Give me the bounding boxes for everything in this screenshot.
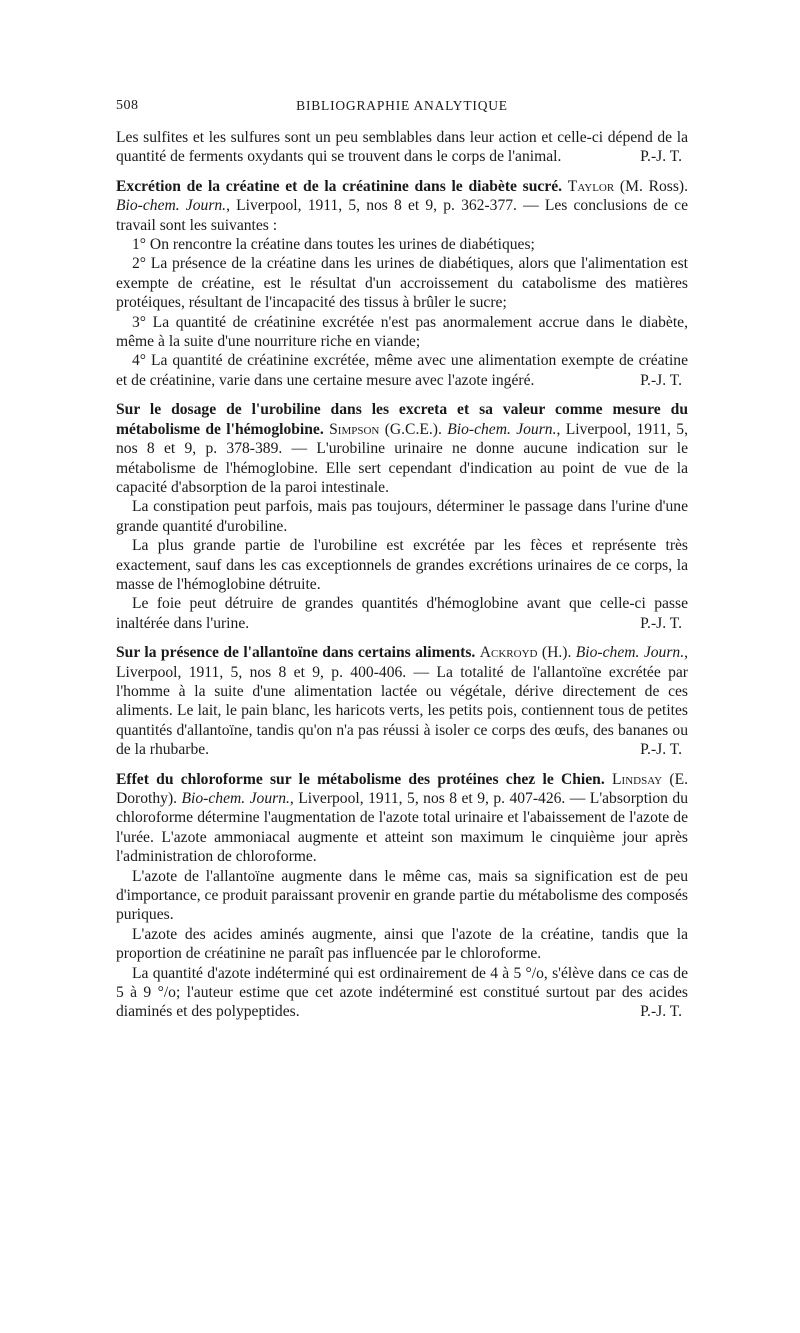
- article-author: Simpson: [329, 420, 380, 438]
- paragraph: 2° La présence de la créatine dans les urines de diabétiques, alors que l'alimentation est exempte de créatine, est le résultat d'un accroissement du catabolisme des matières protéiques, résultant de l'incapacité des tissus à brûler le sucre;: [116, 255, 688, 312]
- page-number: 508: [116, 98, 139, 113]
- article-author-rest: (E. Dorothy).: [116, 770, 688, 807]
- intro-text: Les sulfites et les sulfures sont un peu semblables dans leur action et celle-ci dépend de la quantité de ferments oxydants qui se trouvent dans le corps de l'animal. P.-J. T.: [116, 129, 688, 166]
- article-title: Excrétion de la créatine et de la créatinine dans le diabète sucré.: [116, 177, 563, 195]
- paragraph-last: 4° La quantité de créatinine excrétée, même avec une alimentation exempte de créatine et de créatinine, varie dans une certaine mesure avec l'azote ingéré. P.-J. T.: [116, 352, 688, 389]
- article-author: Taylor: [567, 177, 615, 195]
- article-lead: [116, 770, 688, 867]
- paragraph-last: La quantité d'azote indéterminé qui est ordinairement de 4 à 5 °/o, s'élève dans ce cas de 5 à 9 °/o; l'auteur estime que cet azote indéterminé est constitué surtout par des acides diaminés et des polypeptides. P.-J. T.: [116, 964, 688, 1021]
- article-author: Lindsay: [612, 770, 663, 788]
- signature: P.-J. T.: [640, 148, 682, 166]
- article-citation: , Liverpool, 1911, 5, nos 8 et 9, p. 362-377. — Les conclusions de ce travail sont les suivantes :: [116, 197, 689, 234]
- paragraph-last: Le foie peut détruire de grandes quantités d'hémoglobine avant que celle-ci passe inaltérée dans l'urine. P.-J. T.: [116, 595, 688, 632]
- paragraph: 1° On rencontre la créatine dans toutes les urines de diabétiques;: [132, 236, 535, 254]
- signature: P.-J. T.: [640, 741, 682, 759]
- article-chloroforme: [116, 770, 688, 1022]
- article-body: [116, 128, 688, 1022]
- paragraph: La plus grande partie de l'urobiline est excrétée par les fèces et représente très exactement, sauf dans les cas exceptionnels de grandes excrétions urinaires de ce corps, la masse de l'hémoglobine détruite.: [116, 537, 688, 593]
- article-urobiline: [116, 400, 688, 633]
- article-lead: [116, 643, 688, 759]
- article-journal: Bio-chem. Journ.: [116, 197, 227, 215]
- signature: P.-J. T.: [640, 1003, 682, 1021]
- article-creatine-diabete: [116, 177, 688, 390]
- article-title: Effet du chloroforme sur le métabolisme des protéines chez le Chien.: [116, 770, 605, 788]
- signature: P.-J. T.: [640, 371, 682, 389]
- article-author-rest: (G.C.E.).: [384, 420, 442, 438]
- article-author-rest: (M. Ross).: [619, 177, 689, 195]
- article-allantoine: [116, 643, 688, 759]
- signature: P.-J. T.: [640, 614, 682, 632]
- article-author-rest: (H.).: [541, 644, 572, 662]
- page-header: [116, 96, 688, 118]
- article-citation: , Liverpool, 1911, 5, nos 8 et 9, p. 378-389. — L'urobiline urinaire ne donne aucune indication sur le métabolisme de l'hémoglobine. Elle sert cependant d'indication au point de vue de la capacité d'absorption de la paroi intestinale.: [116, 420, 688, 496]
- article-citation: , Liverpool, 1911, 5, nos 8 et 9, p. 407-426. — L'absorption du chloroforme détermine l'augmentation de l'azote total urinaire et l'abaissement de l'azote de l'urée. L'azote ammoniacal augmente et atteint son maximum le cinquième jour après l'administration de chloroforme.: [116, 790, 689, 866]
- article-citation: , Liverpool, 1911, 5, nos 8 et 9, p. 400-406. — La totalité de l'allantoïne excrétée par l'homme à la suite d'une alimentation lactée ou végétale, dérive directement de ces aliments. Le lait, le pain blanc, les haricots verts, les petits pois, contiennent tous de petites quantités d'allantoïne, tandis qu'on n'a pas réussi à isoler ce corps des œufs, des bananes ou de la rhubarbe.: [116, 644, 689, 759]
- paragraph: L'azote de l'allantoïne augmente dans le même cas, mais sa signification est de peu d'importance, ce produit paraissant provenir en grande partie du métabolisme des composés puriques.: [116, 867, 688, 924]
- article-lead: [116, 400, 688, 497]
- intro-block: [116, 128, 688, 167]
- article-journal: Bio-chem. Journ.: [447, 420, 557, 438]
- paragraph: L'azote des acides aminés augmente, ainsi que l'azote de la créatine, tandis que la proportion de créatinine ne paraît pas influencée par le chloroforme.: [116, 925, 688, 963]
- paragraph: 3° La quantité de créatinine excrétée n'est pas anormalement accrue dans le diabète, même à la suite d'une nourriture riche en viande;: [116, 313, 688, 351]
- running-title: BIBLIOGRAPHIE ANALYTIQUE: [296, 98, 508, 113]
- article-journal: Bio-chem. Journ.: [181, 790, 290, 807]
- page: [116, 96, 688, 1022]
- paragraph: La constipation peut parfois, mais pas toujours, déterminer le passage dans l'urine d'une grande quantité d'urobiline.: [116, 498, 688, 535]
- article-journal: Bio-chem. Journ.: [575, 644, 685, 662]
- article-title: Sur la présence de l'allantoïne dans certains aliments.: [116, 644, 476, 662]
- article-title: Sur le dosage de l'urobiline dans les excreta et sa valeur comme mesure du métabolisme de l'hémoglobine.: [116, 401, 688, 438]
- article-author: Ackroyd: [479, 644, 538, 662]
- article-lead: [116, 177, 688, 235]
